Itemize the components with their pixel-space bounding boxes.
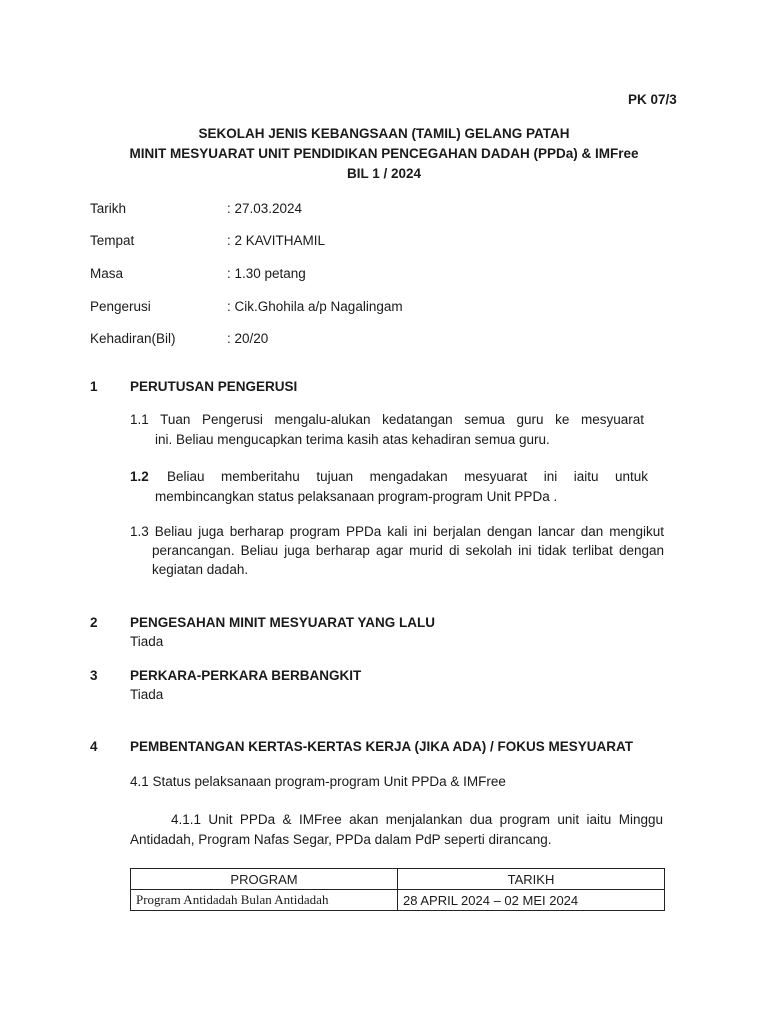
section-2-title: PENGESAHAN MINIT MESYUARAT YANG LALU	[130, 615, 436, 630]
info-value-chair: : Cik.Ghohila a/p Nagalingam	[227, 299, 403, 314]
section-4-number: 4	[90, 739, 98, 754]
section-4-title: PEMBENTANGAN KERTAS-KERTAS KERJA (JIKA ADA) / FOKUS MESYUARAT	[130, 739, 634, 754]
info-label-place: Tempat	[90, 233, 135, 248]
info-label-date: Tarikh	[90, 201, 127, 216]
para-1-2-line1: Beliau memberitahu tujuan mengadakan mesyuarat ini iaitu untuk	[167, 469, 648, 484]
section-3-number: 3	[90, 668, 98, 683]
para-4-1-1-line1: 4.1.1 Unit PPDa & IMFree akan menjalankan dua program unit iaitu Minggu	[171, 812, 663, 827]
info-value-place: : 2 KAVITHAMIL	[227, 233, 326, 248]
section-2-body: Tiada	[130, 634, 164, 649]
section-3-title: PERKARA-PERKARA BERBANGKIT	[130, 668, 362, 683]
info-value-time: : 1.30 petang	[227, 266, 306, 281]
para-1-1-line1: 1.1 Tuan Pengerusi mengalu-alukan kedatangan semua guru ke mesyuarat	[130, 412, 644, 427]
document-code: PK 07/3	[628, 92, 677, 107]
section-1-title: PERUTUSAN PENGERUSI	[130, 379, 298, 394]
info-label-time: Masa	[90, 266, 124, 281]
para-1-3-line3: kegiatan dadah.	[152, 562, 249, 577]
school-name: SEKOLAH JENIS KEBANGSAAN (TAMIL) GELANG PATAH	[198, 126, 570, 141]
section-2-number: 2	[90, 615, 98, 630]
program-table	[130, 868, 665, 911]
info-value-date: : 27.03.2024	[227, 201, 303, 216]
table-header-program: PROGRAM	[131, 869, 398, 890]
para-1-2-number: 1.2	[130, 469, 149, 484]
section-1-number: 1	[90, 379, 98, 394]
info-value-attendance: : 20/20	[227, 331, 269, 346]
info-label-attendance: Kehadiran(Bil)	[90, 331, 176, 346]
para-1-2-line2: membincangkan status pelaksanaan program-program Unit PPDa .	[155, 489, 558, 504]
section-3-body: Tiada	[130, 687, 164, 702]
para-1-3-line2: perancangan. Beliau juga berharap agar murid di sekolah ini tidak terlibat dengan	[152, 543, 664, 558]
para-4-1-1-line2: Antidadah, Program Nafas Segar, PPDa dalam PdP seperti dirancang.	[130, 832, 552, 847]
minutes-title: MINIT MESYUARAT UNIT PENDIDIKAN PENCEGAHAN DADAH (PPDa) & IMFree	[129, 146, 639, 161]
info-label-chair: Pengerusi	[90, 299, 151, 314]
table-header-row	[131, 869, 665, 890]
para-1-1-line2: ini. Beliau mengucapkan terima kasih atas kehadiran semua guru.	[155, 432, 550, 447]
subsection-4-1: 4.1 Status pelaksanaan program-program Unit PPDa & IMFree	[130, 774, 506, 789]
table-row	[131, 890, 665, 911]
meeting-number: BIL 1 / 2024	[346, 166, 422, 181]
table-header-date: TARIKH	[398, 869, 665, 890]
table-cell-date: 28 APRIL 2024 – 02 MEI 2024	[398, 890, 665, 911]
table-cell-program: Program Antidadah Bulan Antidadah	[131, 890, 398, 911]
para-1-3-line1: 1.3 Beliau juga berharap program PPDa kali ini berjalan dengan lancar dan mengikut	[130, 524, 664, 539]
